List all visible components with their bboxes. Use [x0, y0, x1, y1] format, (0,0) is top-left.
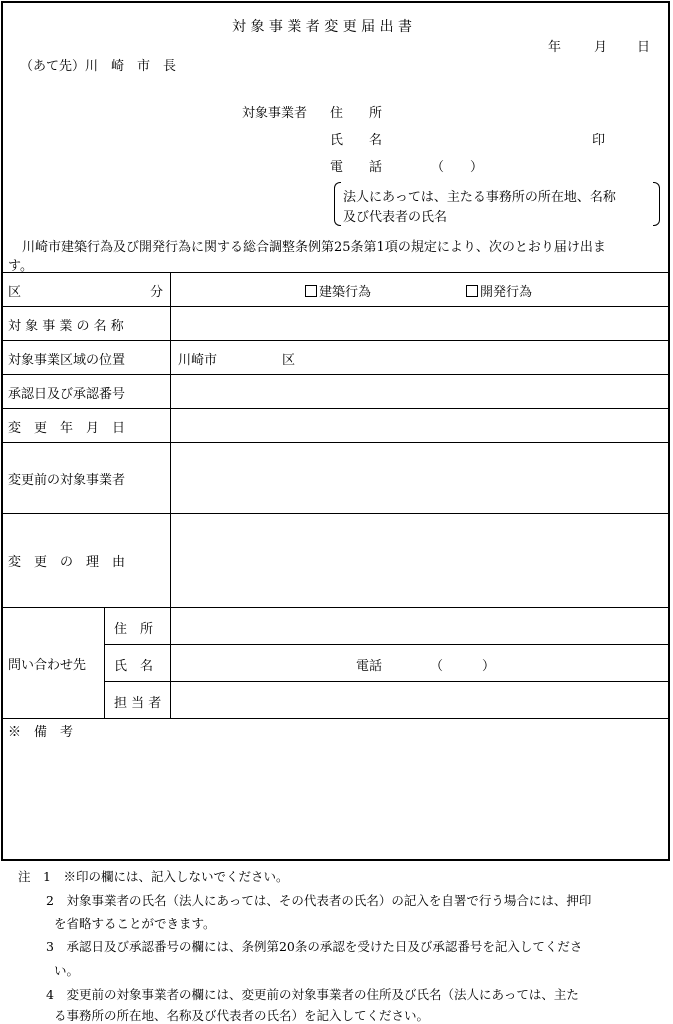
prev-operator-label: 変更前の対象事業者 [8, 473, 126, 488]
column-line [104, 607, 105, 718]
date-year-label: 年 [548, 40, 562, 55]
area-city: 川崎市 [178, 353, 218, 368]
row-line [104, 681, 670, 682]
note-3b: い。 [54, 963, 80, 978]
row-line [2, 340, 670, 341]
note-1: 注 1 ※印の欄には、記入しないでください。 [18, 869, 289, 884]
note-4a: 4 変更前の対象事業者の欄には、変更前の対象事業者の住所及び氏名（法人にあっては、主た [46, 987, 579, 1002]
building-checkbox[interactable] [305, 285, 317, 297]
change-date-label: 変 更 年 月 日 [8, 421, 126, 436]
contact-person-label: 担 当 者 [114, 696, 162, 711]
contact-address-label: 住 所 [114, 622, 154, 637]
applicant-address-label: 住 所 [330, 106, 383, 121]
applicant-name-label: 氏 名 [330, 133, 383, 148]
row-line [104, 644, 670, 645]
area-ward: 区 [282, 353, 296, 368]
row-line [2, 513, 670, 514]
row-line [2, 408, 670, 409]
project-name-label: 対 象 事 業 の 名 称 [8, 319, 124, 334]
date-month-label: 月 [594, 40, 608, 55]
applicant-label: 対象事業者 [242, 106, 308, 121]
date-day-label: 日 [637, 40, 651, 55]
corporate-note-line1: 法人にあっては、主たる事務所の所在地、名称 [343, 190, 616, 205]
intro-line1: 川崎市建築行為及び開発行為に関する総合調整条例第25条第1項の規定により、次のとおり届け出ま [22, 240, 606, 255]
row-line [2, 374, 670, 375]
remarks-label: ※ 備 考 [8, 725, 74, 740]
addressee: （あて先）川 崎 市 長 [20, 59, 177, 74]
kubun-label-a: 区 [8, 285, 22, 300]
note-2b: を省略することができます。 [54, 916, 216, 931]
corporate-note-line2: 及び代表者の氏名 [343, 210, 448, 225]
applicant-phone-label: 電 話 [330, 160, 383, 175]
building-option[interactable] [305, 281, 371, 300]
row-line [2, 607, 670, 608]
form-title: 対 象 事 業 者 変 更 届 出 書 [232, 19, 413, 35]
kubun-label-b: 分 [150, 285, 164, 300]
seal-mark: 印 [592, 133, 606, 148]
approval-label: 承認日及び承認番号 [8, 387, 126, 402]
row-line [2, 718, 670, 719]
note-3a: 3 承認日及び承認番号の欄には、条例第20条の承認を受けた日及び承認番号を記入してくださ [46, 939, 583, 954]
change-reason-label: 変 更 の 理 由 [8, 555, 126, 570]
note-4b: る事務所の所在地、名称及び代表者の氏名）を記入してください。 [54, 1008, 430, 1023]
area-location-label: 対象事業区域の位置 [8, 353, 126, 368]
contact-phone-label: 電話 [356, 659, 383, 674]
note-2a: 2 対象事業者の氏名（法人にあっては、その代表者の氏名）の記入を自署で行う場合には、押印 [46, 893, 592, 908]
contact-name-label: 氏 名 [114, 659, 154, 674]
column-line [170, 272, 171, 718]
building-option-label: 建築行為 [319, 285, 372, 300]
development-option-label: 開発行為 [480, 285, 533, 300]
row-line [2, 442, 670, 443]
intro-line2: す。 [8, 259, 33, 274]
development-checkbox[interactable] [466, 285, 478, 297]
development-option[interactable] [466, 281, 532, 300]
row-line [2, 272, 670, 273]
contact-label: 問い合わせ先 [8, 658, 87, 673]
applicant-phone-paren: （ ） [431, 160, 484, 175]
contact-phone-paren: （ ） [430, 659, 496, 674]
row-line [2, 306, 670, 307]
